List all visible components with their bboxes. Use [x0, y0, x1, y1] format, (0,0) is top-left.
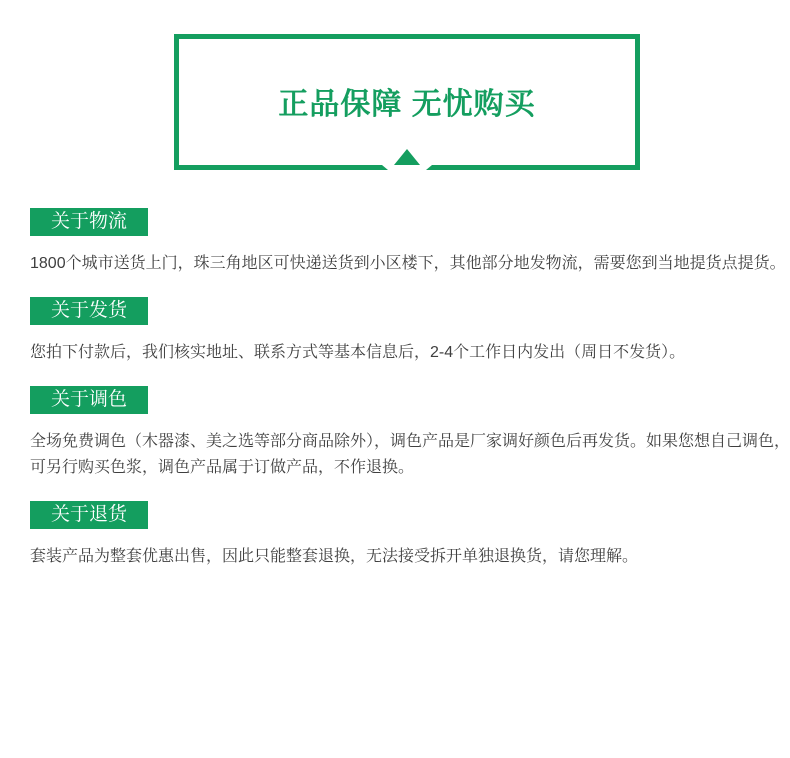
policy-section-shipping: [30, 297, 760, 366]
policy-sections: [30, 208, 790, 570]
body-line: 套装产品为整套优惠出售，因此只能整套退换，无法接受拆开单独退换货，请您理解。: [30, 548, 639, 565]
policy-section-logistics: [30, 208, 786, 277]
guarantee-banner: [174, 34, 640, 170]
banner-border-notch: [382, 165, 432, 170]
policy-section-tinting: [30, 386, 790, 481]
section-heading-badge: 关于发货: [30, 297, 148, 325]
section-body: [30, 251, 786, 277]
body-line: 可另行购买色浆，调色产品属于订做产品，不作退换。: [30, 459, 415, 476]
section-body: [30, 429, 790, 481]
product-guarantee-page: [0, 34, 790, 570]
section-heading-badge: 关于物流: [30, 208, 148, 236]
section-heading-badge: 关于退货: [30, 501, 148, 529]
banner-title: 正品保障 无忧购买: [278, 88, 536, 121]
section-body: [30, 544, 760, 570]
body-line: 全场免费调色（木器漆、美之选等部分商品除外），调色产品是厂家调好颜色后再发货。如果您想自己调色，: [30, 433, 790, 450]
section-body: [30, 340, 760, 366]
body-line: 您拍下付款后，我们核实地址、联系方式等基本信息后，2-4个工作日内发出（周日不发货）。: [30, 344, 686, 361]
section-heading-badge: 关于调色: [30, 386, 148, 414]
policy-section-returns: [30, 501, 760, 570]
body-line: 1800个城市送货上门，珠三角地区可快递送货到小区楼下，其他部分地发物流，需要您到当地提货点提货。: [30, 255, 786, 272]
triangle-up-icon: [394, 149, 420, 165]
